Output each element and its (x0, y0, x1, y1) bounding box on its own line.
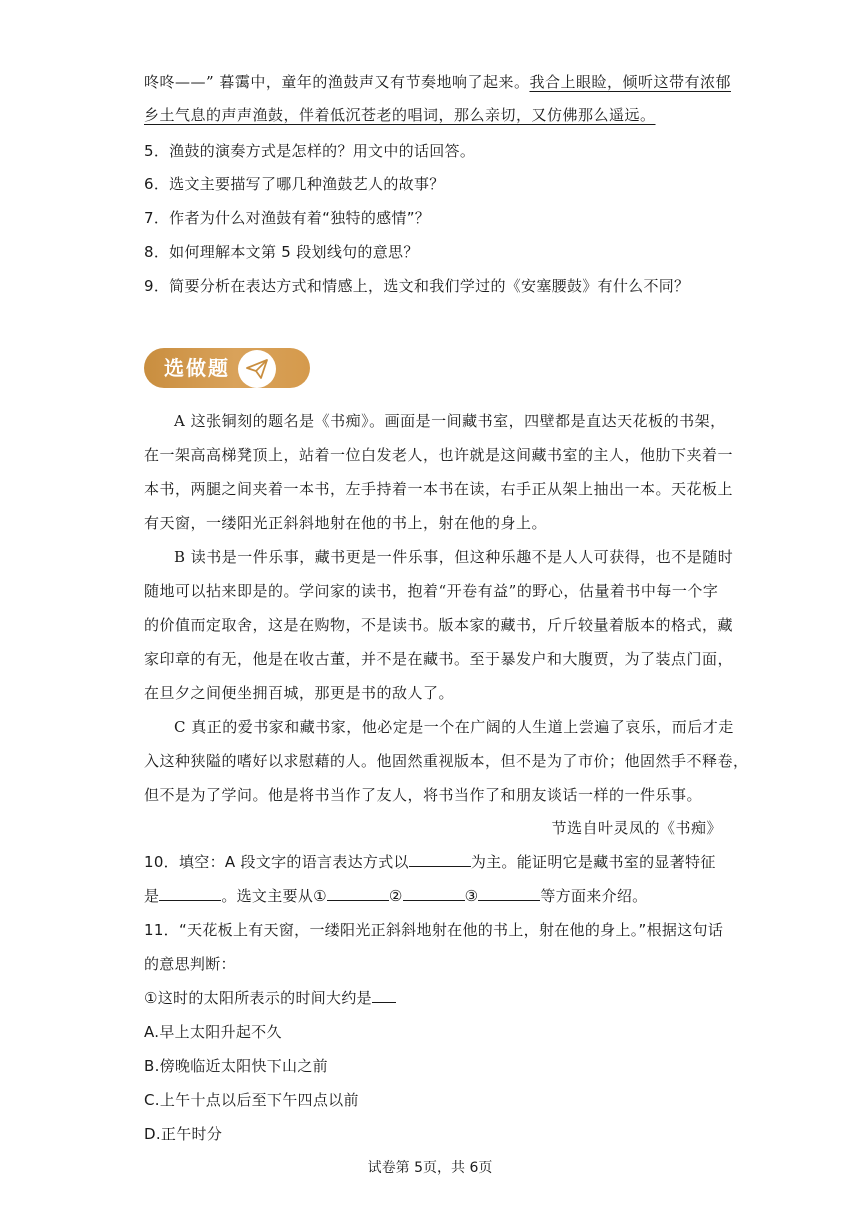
q10-text: ② (388, 887, 403, 905)
question-7: 7．作者为什么对渔鼓有着“独特的感情”？ (144, 209, 431, 227)
q10-text: 等方面来介绍。 (540, 887, 648, 905)
passage-a-line: 有天窗，一缕阳光正斜斜地射在他的书上，射在他的身上。 (144, 514, 548, 532)
badge-label: 选做题 (164, 356, 230, 380)
q10-text: 10．填空：A 段文字的语言表达方式以 (144, 853, 409, 871)
passage-line (144, 72, 731, 92)
question-10-line2 (144, 886, 724, 906)
passage-a-line: 本书，两腿之间夹着一本书，左手持着一本书在读，右手正从架上抽出一本。天花板上 (144, 480, 734, 498)
option-d: D.正午时分 (144, 1125, 223, 1143)
optional-section-badge (144, 348, 310, 388)
option-a: A.早上太阳升起不久 (144, 1023, 282, 1041)
passage-c-line: C 真正的爱书家和藏书家，他必定是一个在广阔的人生道上尝遍了哀乐，而后才走 (174, 718, 734, 736)
question-11-line2: 的意思判断： (144, 955, 236, 973)
answer-blank[interactable] (327, 886, 389, 901)
page-footer: 试卷第 5页，共 6页 (367, 1160, 493, 1176)
question-5: 5．渔鼓的演奏方式是怎样的？用文中的话回答。 (144, 142, 476, 160)
underlined-sentence: 乡土气息的声声渔鼓，伴着低沉苍老的唱词，那么亲切，又仿佛那么遥远。 (144, 106, 656, 124)
answer-blank[interactable] (478, 886, 540, 901)
paper-plane-icon (238, 350, 276, 388)
underlined-sentence: 我合上眼睑，倾听这带有浓郁 (529, 73, 731, 91)
passage-a-line: 在一架高高梯凳顶上，站着一位白发老人，也许就是这间藏书室的主人，他肋下夹着一 (144, 446, 734, 464)
answer-blank[interactable] (159, 886, 221, 901)
passage-c-line: 但不是为了学问。他是将书当作了友人，将书当作了和朋友谈话一样的一件乐事。 (144, 786, 703, 804)
answer-blank[interactable] (409, 852, 471, 867)
passage-b-line: 在旦夕之间便坐拥百城，那更是书的敌人了。 (144, 684, 455, 702)
passage-b-line: 随地可以拈来即是的。学问家的读书，抱着“开卷有益”的野心，估量着书中每一个字 (144, 582, 719, 600)
question-10-line1 (144, 852, 724, 872)
option-c: C.上午十点以后至下午四点以前 (144, 1091, 359, 1109)
answer-blank[interactable] (403, 886, 465, 901)
q10-text: 是 (144, 887, 160, 905)
passage-line (144, 105, 724, 125)
answer-blank[interactable] (372, 988, 396, 1003)
passage-a-line: A 这张铜刻的题名是《书痴》。画面是一间藏书室，四壁都是直达天花板的书架， (174, 412, 726, 430)
q10-text: 。选文主要从① (221, 887, 327, 905)
q11-sub-text: ①这时的太阳所表示的时间大约是 (144, 989, 372, 1007)
q10-text: ③ (464, 887, 479, 905)
passage-text: 咚咚——” 暮霭中，童年的渔鼓声又有节奏地响了起来。 (144, 73, 530, 91)
passage-b-line: B 读书是一件乐事，藏书更是一件乐事，但这种乐趣不是人人可获得，也不是随时 (174, 548, 734, 566)
option-b: B.傍晚临近太阳快下山之前 (144, 1057, 328, 1075)
question-11-line1: 11．“天花板上有天窗，一缕阳光正斜斜地射在他的书上，射在他的身上。”根据这句话 (144, 921, 724, 939)
question-11-sub (144, 988, 724, 1008)
passage-source: 节选自叶灵凤的《书痴》 (551, 819, 722, 837)
q10-text: 为主。能证明它是藏书室的显著特征 (470, 853, 716, 871)
passage-b-line: 家印章的有无，他是在收古董，并不是在藏书。至于暴发户和大腹贾，为了装点门面， (144, 650, 734, 668)
question-6: 6．选文主要描写了哪几种渔鼓艺人的故事？ (144, 175, 445, 193)
passage-b-line: 的价值而定取舍，这是在购物，不是读书。版本家的藏书，斤斤较量着版本的格式，藏 (144, 616, 734, 634)
passage-c-line: 入这种狭隘的嗜好以求慰藉的人。他固然重视版本，但不是为了市价；他固然手不释卷， (144, 752, 749, 770)
question-9: 9．简要分析在表达方式和情感上，选文和我们学过的《安塞腰鼓》有什么不同？ (144, 277, 690, 295)
question-8: 8．如何理解本文第 5 段划线句的意思？ (144, 243, 419, 261)
